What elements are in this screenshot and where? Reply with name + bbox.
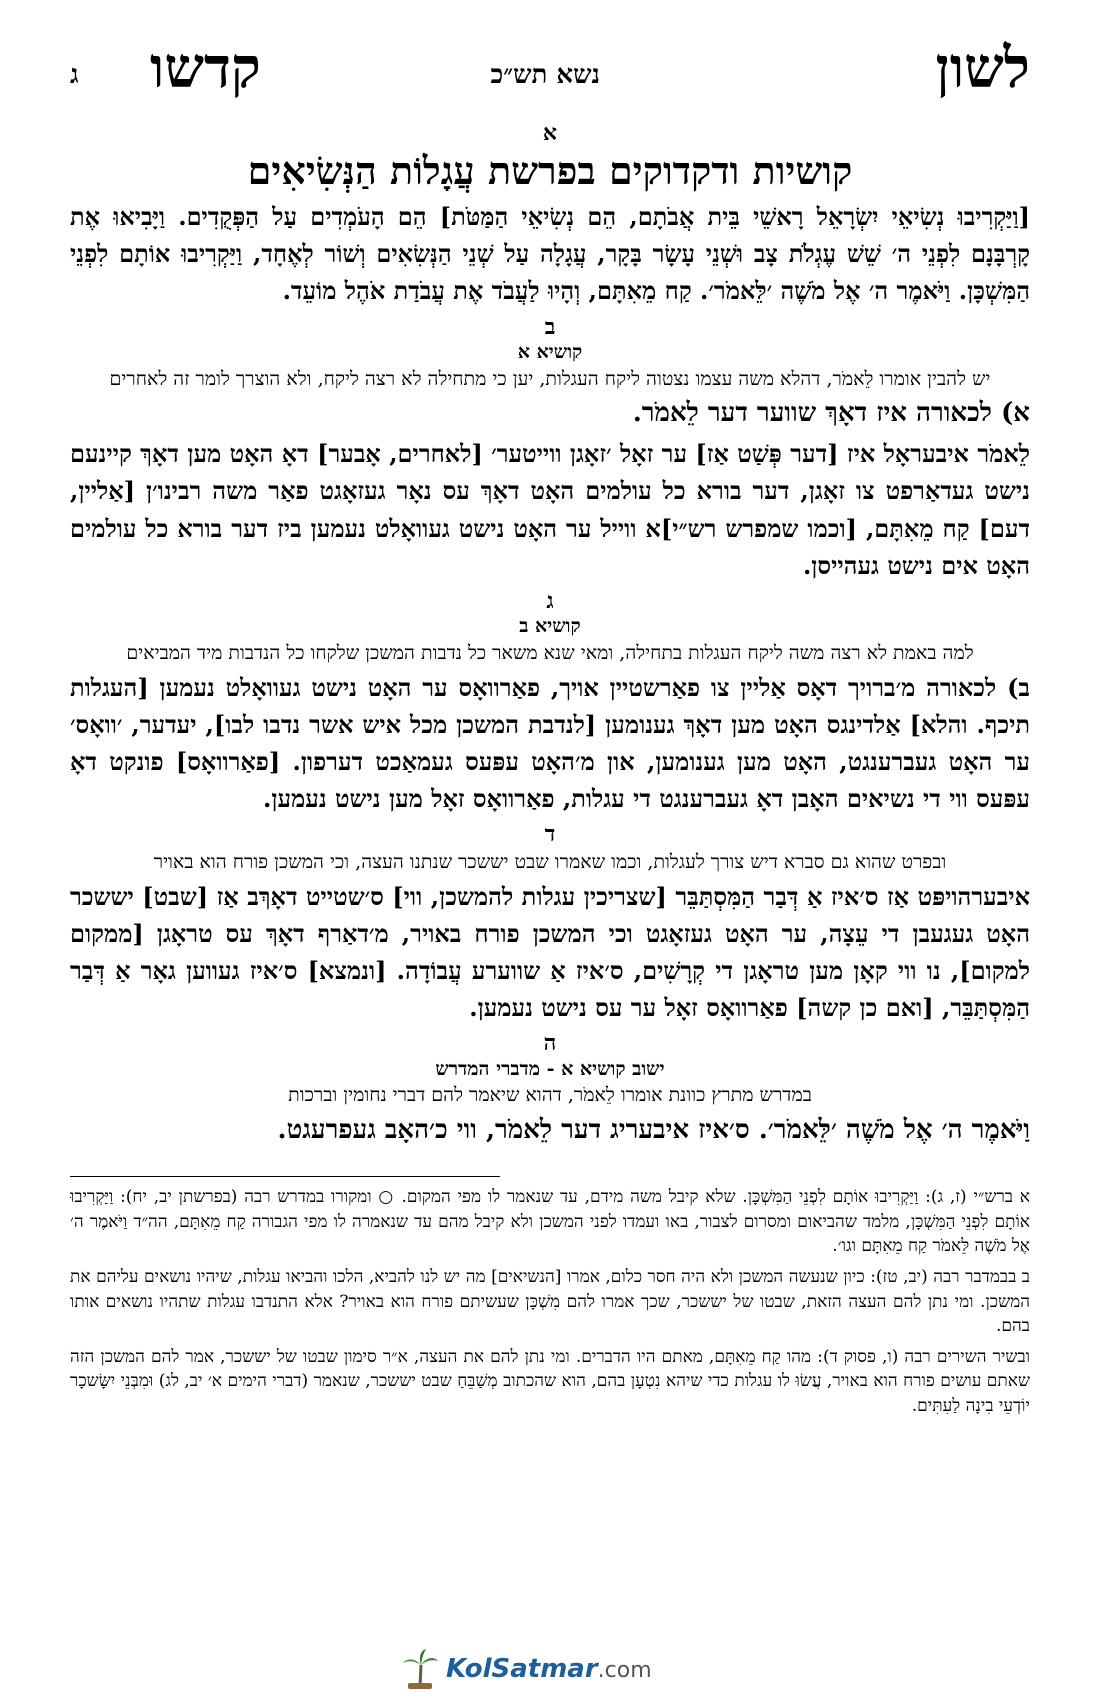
page [70, 35, 1031, 1425]
section-letter-d: ד [544, 821, 556, 848]
footnotes [70, 1185, 1030, 1419]
header-word-right: לשון [935, 35, 1030, 101]
section-b-paragraph: לֵאמֹר איבעראָל איז [דער פְּשַׁט אַז] ער זאָל ׳זאָגן ווייטער׳ [לאחרים, אָבער] דאָ האָט מען דאָךְ קיינעם נישט געדאַרפט צו זאָגן, דער בורא כל עולמים האָט דאָךְ עס נאָר געזאָגט פאַר משה רבינו׳ן [אַליין, דעם] קַח מֵאִתָּם, [וכמו שמפרש רש״י]א ווייל ער האָט נישט געוואָלט נעמען ביז דער בורא כל עולמים האָט אים נישט געהייסן. [70, 439, 1030, 580]
main-title: קושיות ודקדוקים בפרשת עֲגָלוֹת הַנְּשִׂיאִים [247, 148, 853, 194]
verse-text: [וַיַּקְרִיבוּ נְשִׂיאֵי יִשְׂרָאֵל רָאשֵׁי בֵּית אֲבֹתָם, הֵם נְשִׂיאֵי הַמַּטֹּת] הֵם הָעֹמְדִים עַל הַפְּקֻדִים. וַיָּבִיאוּ אֶת קָרְבָּנָם לִפְנֵי ה׳ שֵׁשׁ עֶגְלֹת צָב וּשְׁנֵי עָשָׂר בָּקָר, עֲגָלָה עַל שְׁנֵי הַנְּשִׂאִים וְשׁוֹר לְאֶחָד, וַיַּקְרִיבוּ אוֹתָם לִפְנֵי הַמִּשְׁכָּן. וַיֹּאמֶר ה׳ אֶל מֹשֶׁה ׳לֵּאמֹר׳. קַח מֵאִתָּם, וְהָיוּ לַעֲבֹד אֶת עֲבֹדַת אֹהֶל מוֹעֵד. [70, 201, 1030, 306]
section-letter-b: ב [544, 313, 556, 340]
section-d-paragraph: איבערהויפּט אַז ס׳איז אַ דְּבַר הַמִּסְתַּבֵּר [שצריכין עגלות להמשכן, ווי] ס׳שטייט דאָךְב אַז [שבט] יששכר האָט געגעבן די עֵצָה, ער האָט געזאָגט וכי המשכן פורח באויר, מ׳דאַרף דאָךְ עס טראָגן [ממקום למקום], נו ווי קאָן מען טראָגן די קְרָשִׁים, ס׳איז אַ שווערע עֲבוֹדָה. [ונמצא] ס׳איז געווען גאָר אַ דְּבַר הַמִּסְתַּבֵּר, [ואם כן קשה] פאַרוואָס זאָל ער עס נישט נעמען. [70, 881, 1030, 1023]
footnote-a: א ברש״י (ז, ג): וַיַּקְרִיבוּ אוֹתָם לִפְנֵי הַמִּשְׁכָּן. שלא קיבל משה מידם, עד שנאמר לו מפי המקום. ○ ומקורו במדרש רבה (בפרשתן יב, יח): וַיַּקְרִיבוּ אוֹתָם לִפְנֵי הַמִּשְׁכָּן, מלמד שהביאום ומסרום לצבור, באו ועמדו לפני המשכן ולא קיבל מהם עד שנאמרה לו מפי הגבורה קַח מֵאִתָּם, הה״ד וַיֹּאמֶר ה׳ אֶל מֹשֶׁה לֵּאמֹר קַח מֵאִתָּם וגו׳. [70, 1186, 1030, 1257]
section-e-paragraph: וַיֹּאמֶר ה׳ אֶל מֹשֶׁה ׳לֵּאמֹר׳. ס׳איז איבעריג דער לֵאמֹר, ווי כ׳האָב געפרעגט. [277, 1114, 1030, 1145]
section-e-intro: במדרש מתרץ כוונת אומרו לֵאמֹר, דהוא שיאמר להם דברי נחומין וברכות [288, 1084, 812, 1107]
page-number: ג [70, 60, 79, 90]
section-e-title: ישוב קושיא א - מדברי המדרש [435, 1057, 665, 1080]
header-parsha: נשא תש״כ [490, 60, 600, 90]
section-letter-e: ה [543, 1030, 557, 1057]
footnote-b: ב בבמדבר רבה (יב, טז): כיון שנעשה המשכן ולא היה חסר כלום, אמרו [הנשיאים] מה יש לנו להביא, הלכו והביאו עגלות, שיהיו נושאים עליהם את המשכן. ומי נתן להם העצה הזאת, שבטו של יששכר, שכך אמרו להם מִשְׁכָּן שעשיתם פורח הוא באויר? אלא התנדבו עגלות שתהיו נושאים אותו בהם. [70, 1266, 1030, 1337]
watermark [400, 1645, 700, 1693]
footnote-divider [70, 1176, 500, 1177]
watermark-brand: KolSatmar [446, 1654, 598, 1684]
section-c-title: קושיא ב [519, 615, 581, 638]
section-letter-a: א [542, 120, 558, 146]
section-letter-c: ג [546, 588, 554, 615]
palm-tree-logo-icon [400, 1647, 440, 1691]
page-header [70, 35, 1030, 120]
header-word-left: קדשו [150, 35, 261, 101]
footnote-b-continued: ובשיר השירים רבה (ו, פסוק ד): מהו קַח מֵאִתָּם, מאתם היו הדברים. ומי נתן להם את העצה, א״ר סימון שבטו של יששכר, אמר להם המשכן הזה שאתם עושים פורח הוא באויר, עֲשׂוּ לו עגלות כדי שיהא נִטְעָן בהם, הוא שהכתוב מְשַׁבֵּחַ שבט יששכר, שנאמר (דברי הימים א׳ יב, לג) וּמִבְּנֵי יִשָּׂשכָר יוֹדְעֵי בִינָה לַעִתִּים. [70, 1346, 1030, 1417]
section-d-intro: ובפרט שהוא גם סברא דיש צורך לעגלות, וכמו שאמרו שבט יששכר שנתנו העצה, וכי המשכן פורח הוא באויר [153, 850, 947, 873]
watermark-text [446, 1654, 652, 1684]
section-b-intro: יש להבין אומרו לֵאמֹר, דהלא משה עצמו נצטוה ליקח העגלות, יען כי מתחילה לא רצה ליקח, ולא הוצרך לומר זה לאחרים [109, 367, 991, 390]
section-c-intro: למה באמת לא רצה משה ליקח העגלות בתחילה, ומאי שנא משאר כל נדבות המשכן שלקחו כל הנדבות מיד המביאים [126, 642, 974, 665]
section-b-question: א) לכאורה איז דאָךְ שווער דער לֵאמֹר. [632, 398, 1030, 429]
watermark-suffix: .com [597, 1658, 652, 1683]
section-c-paragraph: ב) לכאורה מ׳ברויך דאָס אַליין צו פאַרשטיין אויך, פאַרוואָס ער האָט נישט געוואָלט נעמען [העגלות תיכף. והלא] אַלדינגס האָט מען דאָךְ גענומען [לנדבת המשכן מכל איש אשר נדבו לבו], יעדער, ׳וואָס׳ ער האָט געברענגט, האָט מען גענומען, און מ׳האָט עפּעס געמאַכט דערפון. [פאַרוואָס] פונקט דאָ עפּעס ווי די נשיאים האָבן דאָ געברענגט די עגלות, פאַרוואָס זאָל מען נישט נעמען. [70, 672, 1031, 814]
section-b-title: קושיא א [517, 340, 583, 363]
